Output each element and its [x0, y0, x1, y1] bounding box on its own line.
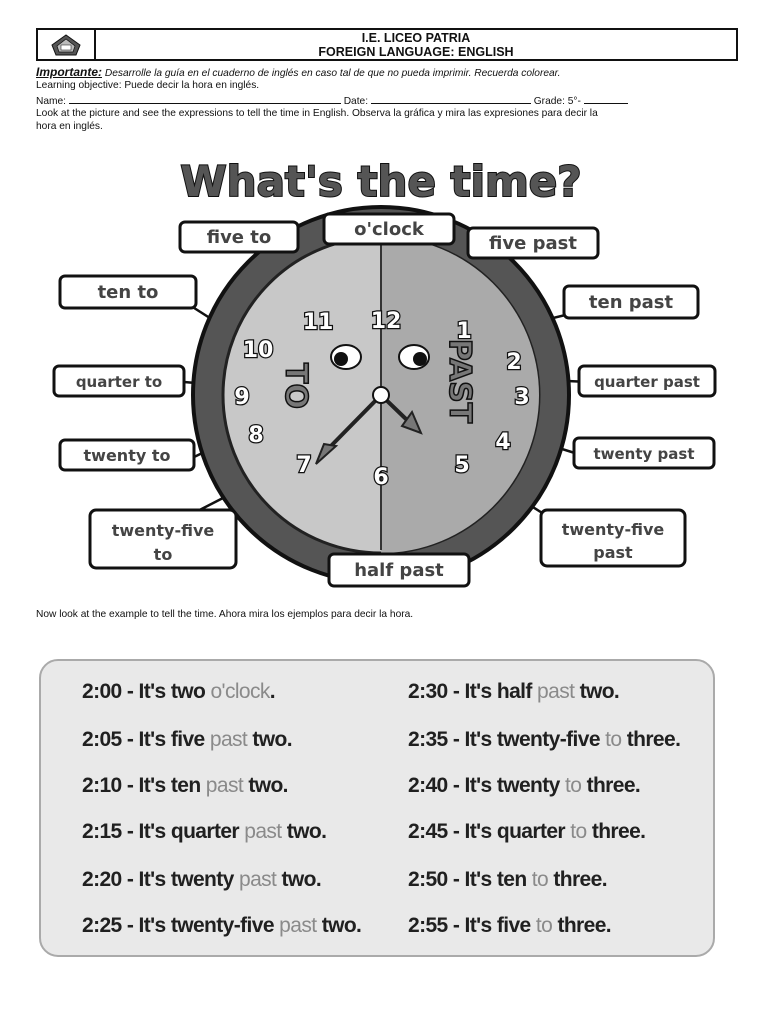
date-label: Date:	[343, 96, 369, 107]
clock-number-11: 11	[302, 310, 334, 335]
clock-number-12: 12	[370, 309, 402, 334]
clock-number-2: 2	[506, 350, 522, 375]
clock-svg	[36, 146, 738, 598]
examples-panel	[36, 650, 718, 962]
clock-title: What's the time?	[180, 157, 582, 206]
clock-center	[373, 387, 389, 403]
label-twenty-five-past-line1: twenty-five	[561, 520, 665, 539]
learning-objective: Learning objective: Puede decir la hora en inglés.	[36, 80, 260, 91]
clock-number-1: 1	[456, 319, 472, 344]
example-row: 2:00 - It's two o'clock.	[82, 680, 276, 703]
header-title	[96, 30, 736, 59]
clock-number-8: 8	[248, 423, 264, 448]
label-quarter-to: quarter to	[75, 373, 163, 391]
example-row: 2:30 - It's half past two.	[408, 680, 620, 703]
past-word: PAST	[442, 338, 477, 424]
example-row: 2:50 - It's ten to three.	[408, 868, 607, 891]
label-half-past: half past	[354, 560, 444, 581]
grade-label: Grade:	[533, 96, 565, 107]
label-ten-past: ten past	[588, 292, 674, 313]
school-logo	[38, 30, 96, 59]
school-crest-icon	[49, 33, 83, 57]
label-twenty-past: twenty past	[593, 445, 695, 463]
example-row: 2:05 - It's five past two.	[82, 728, 292, 751]
clock-number-5: 5	[454, 453, 470, 478]
clock-number-7: 7	[296, 453, 312, 478]
name-date-grade-line	[36, 94, 628, 108]
label-quarter-past: quarter past	[594, 373, 700, 391]
name-label: Name:	[36, 96, 67, 107]
clock-illustration	[36, 146, 738, 598]
label-five-to: five to	[206, 227, 272, 248]
importante-text: Desarrolle la guía en el cuaderno de inglés en caso tal de que no pueda imprimir. Recuerda colorear.	[102, 68, 561, 79]
school-name: I.E. LICEO PATRIA	[361, 31, 471, 45]
grade-field[interactable]	[584, 94, 628, 104]
label-twenty-to: twenty to	[83, 446, 171, 465]
example-row: 2:45 - It's quarter to three.	[408, 820, 646, 843]
label-twenty-five-to-line1: twenty-five	[111, 521, 215, 540]
name-field[interactable]	[69, 94, 341, 104]
grade-value: 5°-	[567, 96, 581, 107]
importante-label: Importante:	[36, 65, 102, 79]
label-five-past: five past	[489, 233, 577, 254]
instruction-line-2: hora en inglés.	[36, 121, 103, 132]
header-box	[36, 28, 738, 61]
date-field[interactable]	[371, 94, 531, 104]
example-row: 2:35 - It's twenty-five to three.	[408, 728, 681, 751]
clock-number-10: 10	[242, 338, 274, 363]
importante-line	[36, 66, 561, 80]
examples-intro: Now look at the example to tell the time. Ahora mira los ejemplos para decir la hora.	[36, 609, 414, 620]
example-row: 2:20 - It's twenty past two.	[82, 868, 322, 891]
example-row: 2:55 - It's five to three.	[408, 914, 612, 937]
example-row: 2:40 - It's twenty to three.	[408, 774, 641, 797]
example-row: 2:10 - It's ten past two.	[82, 774, 288, 797]
to-word: TO	[278, 363, 313, 409]
label-ten-to: ten to	[97, 282, 159, 303]
example-row: 2:25 - It's twenty-five past two.	[82, 914, 362, 937]
clock-number-6: 6	[373, 465, 389, 490]
label-twenty-five-to-line2: to	[153, 545, 173, 564]
example-row: 2:15 - It's quarter past two.	[82, 820, 327, 843]
label-twenty-five-past-line2: past	[593, 543, 633, 562]
clock-number-4: 4	[495, 430, 511, 455]
clock-number-9: 9	[234, 385, 250, 410]
label-oclock: o'clock	[354, 219, 424, 240]
subject-name: FOREIGN LANGUAGE: ENGLISH	[318, 45, 514, 59]
clock-number-3: 3	[514, 385, 530, 410]
instruction-line-1: Look at the picture and see the expressions to tell the time in English. Observa la gráfica y mira las expresiones para decir la	[36, 108, 598, 119]
